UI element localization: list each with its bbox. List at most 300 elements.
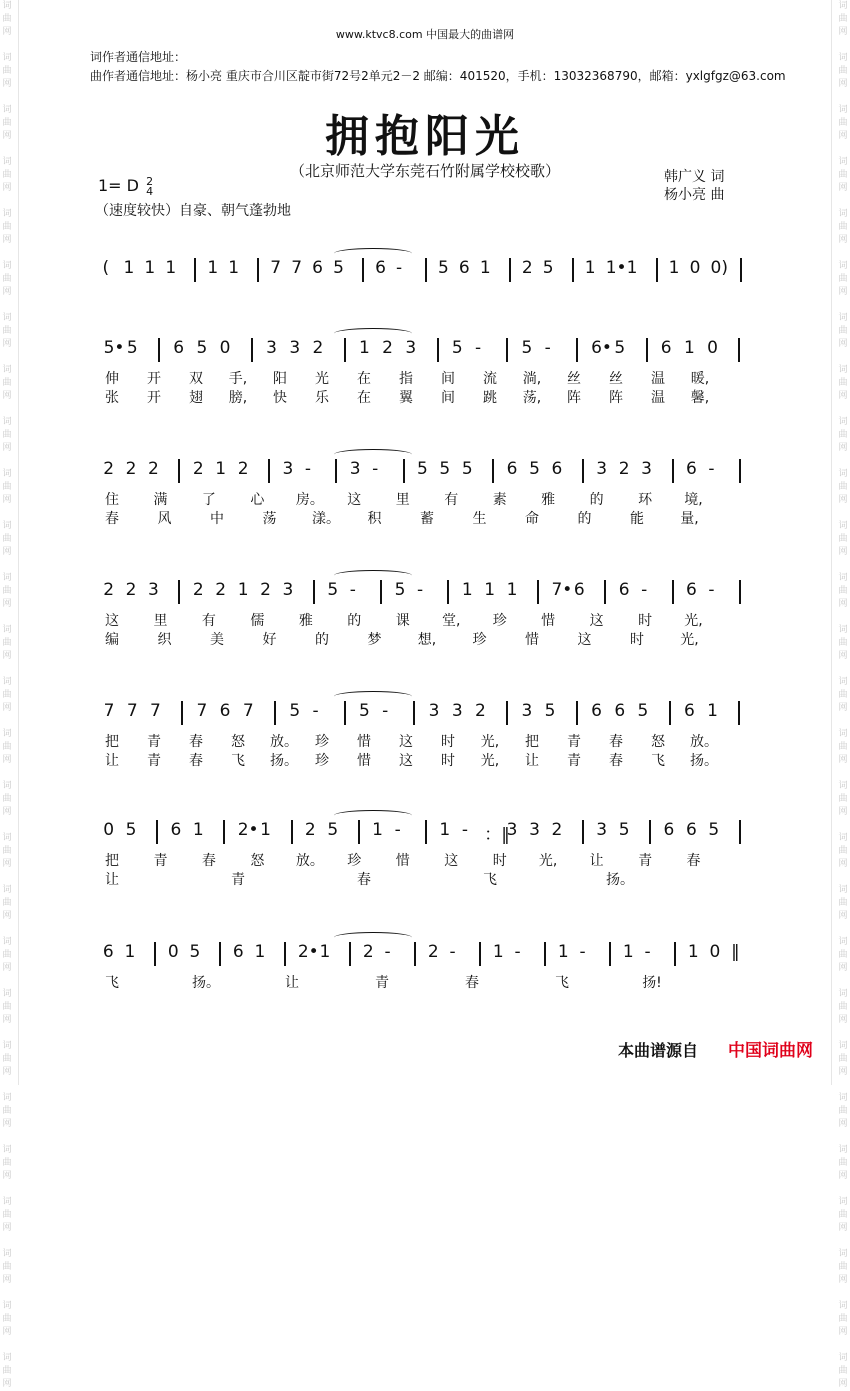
note: -: [304, 459, 312, 479]
lyric-char: 翼: [399, 390, 413, 406]
bar-line: [178, 580, 180, 604]
lyric-char: 惜: [395, 853, 410, 869]
lyric-char: 珍: [472, 632, 487, 648]
note: 1: [707, 701, 718, 721]
bar-line: [413, 701, 415, 725]
lyric-char: 春: [201, 853, 216, 869]
note: 2: [237, 459, 249, 479]
note: -: [641, 580, 648, 600]
lyric-char: 间: [441, 371, 455, 387]
bar-line: [738, 338, 740, 362]
note: 6: [458, 258, 470, 278]
lyric-char: 积: [367, 511, 382, 527]
note: 6: [219, 701, 231, 721]
lyric-line: [100, 508, 750, 526]
note: 3: [521, 701, 533, 721]
lyric-line: [100, 750, 750, 768]
lyric-char: 惜: [357, 734, 371, 750]
key-signature: [98, 176, 153, 197]
note: 6: [685, 580, 697, 600]
note: 2: [312, 338, 324, 358]
note: 3: [282, 580, 294, 600]
lyric-char: 春: [357, 872, 371, 888]
lyricist-credit: 韩广义 词: [664, 169, 725, 185]
bar-line: [572, 258, 574, 282]
bar-line: [646, 338, 648, 362]
lyric-char: 青: [638, 853, 653, 869]
bar-line: [739, 820, 741, 844]
bar-line: [576, 338, 578, 362]
bar-line: [544, 942, 546, 966]
lyric-char: 扬。: [606, 872, 634, 888]
lyric-char: 流: [483, 371, 497, 387]
lyric-char: 把: [105, 734, 119, 750]
note: -: [396, 258, 403, 278]
lyric-char: 惜: [525, 632, 539, 648]
note: 1: [228, 258, 240, 278]
note: -: [449, 942, 456, 962]
lyric-char: 堂,: [441, 613, 461, 629]
lyric-line: [100, 368, 750, 386]
note: 6: [102, 942, 114, 962]
lyric-char: 时: [630, 632, 644, 648]
note: 1: [461, 580, 473, 600]
note: 1: [439, 820, 451, 840]
lyric-char: 的: [589, 492, 604, 508]
lyric-char: 蓄: [420, 511, 434, 527]
lyric-char: 有: [444, 492, 459, 508]
note: 5: [394, 580, 406, 600]
lyric-char: 荡,: [522, 390, 542, 406]
bar-line: [251, 338, 253, 362]
lyric-char: 温: [651, 371, 665, 387]
note: 2: [103, 459, 115, 479]
note: 1: [506, 580, 518, 600]
note: 5: [529, 459, 540, 479]
lyric-char: 春: [465, 975, 479, 991]
lyric-char: 这: [577, 632, 592, 648]
bar-line: [576, 701, 578, 725]
lyric-char: 光,: [684, 613, 703, 629]
slur: [334, 449, 412, 460]
lyricist-address: 词作者通信地址：: [90, 50, 187, 64]
lyric-char: 光: [315, 371, 329, 387]
note: 2: [427, 942, 439, 962]
lyric-char: 放。: [295, 853, 324, 869]
bar-line: [609, 942, 611, 966]
lyric-char: 的: [577, 511, 592, 527]
note: 2: [382, 338, 393, 358]
note: 7: [242, 701, 254, 721]
score-row: [100, 820, 750, 844]
bar-line: [492, 459, 494, 483]
note: 1: [479, 258, 491, 278]
note: 2•: [297, 942, 319, 962]
note: -: [708, 580, 715, 600]
lyric-char: 这: [105, 613, 119, 629]
tempo-marking: （速度较快）自豪、朝气蓬勃地: [95, 203, 291, 219]
lyric-char: 光,: [480, 734, 500, 750]
note: 1: [358, 338, 370, 358]
lyric-char: 珍: [315, 734, 329, 750]
lyric-char: 快: [273, 390, 287, 406]
note: 6: [551, 459, 563, 479]
lyric-char: 阵: [609, 390, 623, 406]
note: 6: [614, 701, 626, 721]
lyric-char: 心: [250, 492, 265, 508]
bar-line: [447, 580, 449, 604]
bar-line: [156, 820, 158, 844]
lyric-char: 好: [262, 632, 277, 648]
lyric-char: 光,: [480, 753, 500, 769]
site-url: www.ktvc8.com 中国最大的曲谱网: [335, 28, 515, 41]
note: 6: [375, 258, 386, 278]
bar-line: [738, 701, 740, 725]
bar-line: [284, 942, 286, 966]
lyric-char: 春: [189, 753, 203, 769]
lyric-char: 这: [589, 613, 604, 629]
bar-line: [479, 942, 481, 966]
song-title: 拥抱阳光: [325, 111, 525, 162]
score-row: [100, 338, 750, 362]
note: ‖: [731, 942, 740, 962]
note: 7: [196, 701, 208, 721]
note: 1: [207, 258, 219, 278]
lyric-char: 满: [153, 492, 168, 508]
bar-line: [344, 338, 346, 362]
lyric-char: 这: [347, 492, 362, 508]
lyric-line: [100, 387, 750, 405]
bar-line: [740, 258, 742, 282]
lyric-char: 春: [189, 734, 203, 750]
note: -: [417, 580, 424, 600]
lyric-char: 放。: [690, 734, 718, 750]
bar-line: [672, 580, 674, 604]
score-row: [100, 580, 750, 604]
bar-line: [335, 459, 337, 483]
lyric-char: 的: [315, 632, 329, 648]
note: 2: [125, 580, 137, 600]
lyric-line: [100, 869, 750, 887]
note: 1: [668, 258, 680, 278]
bar-line: [425, 258, 427, 282]
note: 1: [144, 258, 156, 278]
lyric-char: 双: [189, 371, 203, 387]
note: 3: [596, 820, 608, 840]
note: 3: [266, 338, 277, 358]
lyric-char: 漾。: [312, 511, 340, 527]
note: 1: [237, 580, 249, 600]
slur: [334, 248, 412, 259]
note: 2: [521, 258, 533, 278]
note: 3: [529, 820, 540, 840]
lyric-char: 美: [210, 632, 224, 648]
bar-line: [268, 459, 270, 483]
lyric-char: 让: [525, 753, 539, 769]
note: 7: [126, 701, 138, 721]
note: 2: [125, 459, 137, 479]
lyric-char: 织: [157, 632, 172, 648]
note: -: [394, 820, 401, 840]
time-sig-bottom: 4: [146, 184, 154, 198]
bar-line: [672, 459, 674, 483]
note: -: [349, 580, 356, 600]
note: 7•: [551, 580, 573, 600]
note: 6: [618, 580, 630, 600]
lyric-char: 扬。: [690, 753, 718, 769]
note: ：‖: [484, 825, 510, 845]
lyric-char: 把: [105, 853, 119, 869]
lyric-char: 课: [395, 613, 410, 629]
lyric-char: 开: [147, 371, 161, 387]
lyric-char: 膀,: [228, 390, 248, 406]
lyric-char: 珍: [492, 613, 507, 629]
lyric-char: 儒: [250, 613, 265, 629]
note: 3: [506, 820, 518, 840]
lyric-char: 乐: [315, 390, 329, 406]
bar-line: [380, 580, 382, 604]
note: -: [382, 701, 389, 721]
bar-line: [739, 459, 741, 483]
lyric-char: 量,: [680, 511, 699, 527]
note: 5: [327, 580, 339, 600]
lyric-char: 在: [357, 390, 371, 406]
note: 6•: [591, 338, 612, 358]
note: 3: [289, 338, 301, 358]
lyric-char: 惜: [357, 753, 371, 769]
lyric-char: 时: [441, 734, 455, 750]
score-row: [100, 258, 750, 282]
bar-line: [537, 580, 539, 604]
note: 1: [372, 820, 383, 840]
note: 0: [219, 338, 231, 358]
slur: [334, 570, 412, 581]
note: 5: [614, 338, 626, 358]
lyric-char: 这: [444, 853, 459, 869]
lyric-char: 里: [395, 492, 410, 508]
note: 5: [618, 820, 630, 840]
note: 2: [362, 942, 374, 962]
left-watermark-strip: 词 曲 网 词 曲 网 词 曲 网 词 曲 网 词 曲 网 词 曲 网 词 曲 网 词 曲 网 词 曲 网 词 曲 网 词 曲 网 词 曲 网 词 曲 网 词 曲 网 词 曲 网 词 曲 网 词 曲 网 词 曲 网 词 曲 网 词 曲 网 词 曲 网 词 曲 网 词 曲 网 词 曲 网 词 曲 网 词 曲 网 词 曲 网: [2, 1, 12, 1389]
lyric-char: 珍: [315, 753, 329, 769]
score-row: [100, 459, 750, 483]
lyric-char: 环: [638, 492, 653, 508]
note: 1: [484, 580, 496, 600]
lyric-char: 扬。: [270, 753, 298, 769]
slur: [334, 328, 412, 339]
note: 6: [312, 258, 323, 278]
lyric-char: 春: [609, 734, 623, 750]
song-subtitle: （北京师范大学东莞石竹附属学校校歌）: [289, 162, 560, 180]
bar-line: [291, 820, 293, 844]
lyric-char: 开: [147, 390, 161, 406]
note: 5: [544, 701, 556, 721]
lyric-char: 跳: [483, 390, 497, 406]
lyric-line: [100, 731, 750, 749]
note: 2: [103, 580, 115, 600]
bar-line: [674, 942, 676, 966]
lyric-char: 想,: [417, 632, 437, 648]
bar-line: [344, 701, 346, 725]
slur: [334, 691, 412, 702]
bar-line: [509, 258, 511, 282]
lyric-char: 里: [153, 613, 168, 629]
lyric-char: 让: [589, 853, 604, 869]
note: 2: [475, 701, 486, 721]
bar-line: [362, 258, 364, 282]
lyric-char: 春: [609, 753, 623, 769]
note: 5: [461, 459, 473, 479]
bar-line: [181, 701, 183, 725]
lyric-char: 时: [638, 613, 653, 629]
lyric-line: [100, 489, 750, 507]
note: 0: [707, 338, 718, 358]
note: -: [579, 942, 586, 962]
lyric-char: 这: [399, 734, 413, 750]
bar-line: [178, 459, 180, 483]
note: 3: [349, 459, 361, 479]
lyric-char: 淌,: [522, 371, 542, 387]
bar-line: [656, 258, 658, 282]
lyric-char: 住: [105, 492, 119, 508]
note: 5: [126, 338, 138, 358]
lyric-char: 春: [105, 511, 119, 527]
note: 6: [173, 338, 185, 358]
note: 1: [622, 942, 634, 962]
bar-line: [223, 820, 225, 844]
lyric-char: 馨,: [690, 390, 710, 406]
note: 1: [124, 942, 136, 962]
lyric-char: 生: [472, 511, 487, 527]
note: 6: [506, 459, 518, 479]
note: 1: [683, 338, 695, 358]
note: 5: [417, 459, 428, 479]
lyric-char: 暖,: [690, 371, 710, 387]
bar-line: [414, 942, 416, 966]
note: -: [475, 338, 482, 358]
bar-line: [219, 942, 221, 966]
note: 1: [319, 942, 331, 962]
note: (: [102, 258, 110, 278]
note: 5•: [103, 338, 125, 358]
lyric-char: 放。: [270, 734, 298, 750]
bar-line: [582, 459, 584, 483]
note: 6: [591, 701, 602, 721]
bar-line: [506, 338, 508, 362]
note: 6: [170, 820, 182, 840]
note: 1: [557, 942, 569, 962]
lyric-char: 珍: [347, 853, 362, 869]
bar-line: [313, 580, 315, 604]
lyric-char: 春: [686, 853, 701, 869]
bar-line: [158, 338, 160, 362]
note: 3: [282, 459, 294, 479]
lyric-char: 境,: [684, 492, 703, 508]
note: 5: [289, 701, 301, 721]
lyric-char: 风: [157, 511, 172, 527]
lyric-char: 飞: [231, 753, 245, 769]
note: 0: [689, 258, 701, 278]
composer-credit: 杨小亮 曲: [664, 187, 725, 203]
note: 1: [192, 820, 204, 840]
note: 6: [683, 701, 695, 721]
composer-address: 曲作者通信地址：杨小亮 重庆市合川区靛市街72号2单元2－2 邮编：401520，手机：13032368790，邮箱：yxlgfgz@63.com: [90, 69, 786, 83]
lyric-char: 青: [147, 734, 161, 750]
note: 2: [148, 459, 159, 479]
note: 6: [685, 820, 697, 840]
note: 0: [709, 942, 721, 962]
bar-line: [358, 820, 360, 844]
lyric-char: 青: [231, 872, 245, 888]
slur: [334, 810, 412, 821]
bar-line: [604, 580, 606, 604]
bar-line: [649, 820, 651, 844]
lyric-char: 翅: [189, 390, 203, 406]
note: 1: [584, 258, 596, 278]
footer-brand[interactable]: 中国词曲网: [728, 1041, 813, 1061]
note: 2: [260, 580, 271, 600]
note: 0: [167, 942, 179, 962]
note: 7: [150, 701, 161, 721]
note: -: [384, 942, 391, 962]
time-sig-top: 2: [146, 174, 154, 188]
lyric-line: [100, 850, 750, 868]
note: 6: [663, 820, 675, 840]
lyric-char: 手,: [228, 371, 248, 387]
note: 3: [405, 338, 417, 358]
note: 6: [573, 580, 585, 600]
lyric-char: 有: [201, 613, 216, 629]
note: 6: [685, 459, 697, 479]
note: 5: [196, 338, 208, 358]
note: 6: [660, 338, 672, 358]
lyric-char: 时: [492, 853, 507, 869]
note: 0: [103, 820, 115, 840]
note: 2: [618, 459, 630, 479]
lyric-char: 时: [441, 753, 455, 769]
lyric-char: 飞: [651, 753, 665, 769]
bar-line: [403, 459, 405, 483]
lyric-char: 伸: [105, 371, 119, 387]
lyric-char: 惜: [541, 613, 556, 629]
lyric-char: 间: [441, 390, 455, 406]
note: 5: [542, 258, 554, 278]
lyric-char: 光,: [538, 853, 558, 869]
note: 5: [358, 701, 370, 721]
lyric-char: 张: [105, 390, 119, 406]
lyric-char: 编: [105, 632, 119, 648]
note: 2•: [237, 820, 259, 840]
bar-line: [257, 258, 259, 282]
note: 5: [637, 701, 649, 721]
lyric-char: 能: [630, 511, 644, 527]
note: 3: [428, 701, 440, 721]
note: 7: [270, 258, 282, 278]
note: 5: [437, 258, 449, 278]
note: 5: [327, 820, 339, 840]
note: 1: [165, 258, 177, 278]
note: -: [708, 459, 715, 479]
note: -: [514, 942, 521, 962]
note: 1•: [605, 258, 627, 278]
key-label: 1= D: [98, 176, 139, 195]
lyric-char: 青: [153, 853, 168, 869]
lyric-line: [100, 972, 750, 990]
note: 5: [333, 258, 344, 278]
lyric-char: 的: [347, 613, 362, 629]
note: 3: [641, 459, 652, 479]
slur: [334, 932, 412, 943]
